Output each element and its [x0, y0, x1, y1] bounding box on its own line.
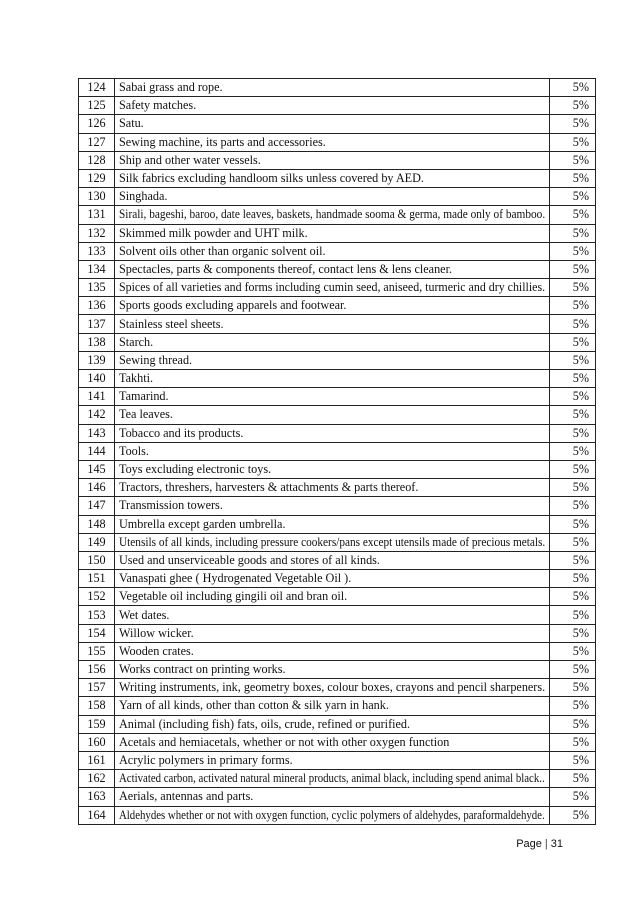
- row-description: Sabai grass and rope.: [119, 80, 223, 95]
- row-description: Aerials, antennas and parts.: [119, 789, 254, 804]
- row-rate: 5%: [550, 115, 596, 133]
- row-number: 157: [79, 679, 115, 697]
- row-description: Vegetable oil including gingili oil and bran oil.: [119, 589, 348, 604]
- row-number: 163: [79, 788, 115, 806]
- row-description: Spices of all varieties and forms including cumin seed, aniseed, turmeric and dry chillies.: [119, 280, 546, 295]
- row-number: 125: [79, 97, 115, 115]
- row-number: 155: [79, 642, 115, 660]
- table-row: [79, 642, 596, 660]
- row-rate: 5%: [550, 424, 596, 442]
- row-description-cell: [115, 751, 550, 769]
- row-description: Takhti.: [119, 371, 154, 386]
- row-rate: 5%: [550, 224, 596, 242]
- row-number: 143: [79, 424, 115, 442]
- row-description-cell: [115, 424, 550, 442]
- row-number: 124: [79, 79, 115, 97]
- items-table: [78, 78, 596, 825]
- row-description-cell: [115, 388, 550, 406]
- table-row: [79, 97, 596, 115]
- row-rate: 5%: [550, 479, 596, 497]
- row-number: 144: [79, 442, 115, 460]
- row-rate: 5%: [550, 624, 596, 642]
- row-description-cell: [115, 133, 550, 151]
- row-description-cell: [115, 479, 550, 497]
- row-description: Transmission towers.: [119, 498, 223, 513]
- row-rate: 5%: [550, 297, 596, 315]
- table-row: [79, 279, 596, 297]
- row-description: Sewing machine, its parts and accessories.: [119, 134, 326, 149]
- table-row: [79, 533, 596, 551]
- row-number: 132: [79, 224, 115, 242]
- row-rate: 5%: [550, 97, 596, 115]
- row-description: Animal (including fish) fats, oils, crude, refined or purified.: [119, 716, 411, 731]
- row-description-cell: [115, 169, 550, 187]
- row-rate: 5%: [550, 388, 596, 406]
- row-description-cell: [115, 788, 550, 806]
- table-row: [79, 479, 596, 497]
- row-number: 145: [79, 460, 115, 478]
- row-description-cell: [115, 715, 550, 733]
- row-description-cell: [115, 224, 550, 242]
- row-description-cell: [115, 97, 550, 115]
- row-description-cell: [115, 242, 550, 260]
- row-description-cell: [115, 206, 550, 224]
- row-rate: 5%: [550, 770, 596, 788]
- table-row: [79, 551, 596, 569]
- table-row: [79, 770, 596, 788]
- row-rate: 5%: [550, 806, 596, 824]
- row-rate: 5%: [550, 242, 596, 260]
- row-rate: 5%: [550, 79, 596, 97]
- row-description-cell: [115, 697, 550, 715]
- table-row: [79, 406, 596, 424]
- row-rate: 5%: [550, 588, 596, 606]
- row-description-cell: [115, 115, 550, 133]
- row-description: Wooden crates.: [119, 643, 194, 658]
- row-description-cell: [115, 315, 550, 333]
- row-rate: 5%: [550, 679, 596, 697]
- row-number: 127: [79, 133, 115, 151]
- table-row: [79, 297, 596, 315]
- table-row: [79, 333, 596, 351]
- row-number: 142: [79, 406, 115, 424]
- row-description: Willow wicker.: [119, 625, 194, 640]
- row-rate: 5%: [550, 133, 596, 151]
- table-row: [79, 751, 596, 769]
- row-description: Utensils of all kinds, including pressure cookers/pans except utensils made of precious metals.: [119, 534, 546, 549]
- row-description: Starch.: [119, 334, 154, 349]
- row-rate: 5%: [550, 551, 596, 569]
- row-number: 160: [79, 733, 115, 751]
- table-row: [79, 242, 596, 260]
- row-description-cell: [115, 570, 550, 588]
- row-rate: 5%: [550, 697, 596, 715]
- row-rate: 5%: [550, 260, 596, 278]
- row-description: Toys excluding electronic toys.: [119, 462, 272, 477]
- row-rate: 5%: [550, 497, 596, 515]
- table-row: [79, 570, 596, 588]
- row-number: 148: [79, 515, 115, 533]
- table-row: [79, 515, 596, 533]
- table-row: [79, 388, 596, 406]
- row-description: Solvent oils other than organic solvent oil.: [119, 243, 326, 258]
- row-number: 164: [79, 806, 115, 824]
- row-description: Sports goods excluding apparels and footwear.: [119, 298, 347, 313]
- row-number: 149: [79, 533, 115, 551]
- row-rate: 5%: [550, 570, 596, 588]
- row-description-cell: [115, 279, 550, 297]
- row-description-cell: [115, 624, 550, 642]
- row-description: Yarn of all kinds, other than cotton & silk yarn in hank.: [119, 698, 389, 713]
- row-rate: 5%: [550, 733, 596, 751]
- row-rate: 5%: [550, 661, 596, 679]
- items-table-body: [79, 79, 596, 825]
- row-rate: 5%: [550, 460, 596, 478]
- row-number: 154: [79, 624, 115, 642]
- row-description: Skimmed milk powder and UHT milk.: [119, 225, 308, 240]
- row-number: 130: [79, 188, 115, 206]
- row-description: Umbrella except garden umbrella.: [119, 516, 286, 531]
- table-row: [79, 151, 596, 169]
- row-description-cell: [115, 151, 550, 169]
- row-description-cell: [115, 442, 550, 460]
- row-rate: 5%: [550, 642, 596, 660]
- table-row: [79, 115, 596, 133]
- row-description: Satu.: [119, 116, 144, 131]
- row-description-cell: [115, 260, 550, 278]
- row-rate: 5%: [550, 206, 596, 224]
- table-row: [79, 715, 596, 733]
- row-rate: 5%: [550, 515, 596, 533]
- row-description: Vanaspati ghee ( Hydrogenated Vegetable Oil ).: [119, 571, 352, 586]
- row-description-cell: [115, 351, 550, 369]
- table-row: [79, 661, 596, 679]
- row-description: Tobacco and its products.: [119, 425, 244, 440]
- row-description: Wet dates.: [119, 607, 170, 622]
- row-description-cell: [115, 770, 550, 788]
- table-row: [79, 624, 596, 642]
- table-row: [79, 442, 596, 460]
- row-description: Tamarind.: [119, 389, 169, 404]
- row-description-cell: [115, 460, 550, 478]
- row-description: Tools.: [119, 443, 149, 458]
- row-rate: 5%: [550, 188, 596, 206]
- row-description-cell: [115, 661, 550, 679]
- row-description-cell: [115, 606, 550, 624]
- row-description: Activated carbon, activated natural mineral products, animal black, including spend animal black..: [119, 771, 545, 786]
- row-number: 162: [79, 770, 115, 788]
- row-number: 141: [79, 388, 115, 406]
- table-row: [79, 79, 596, 97]
- row-number: 131: [79, 206, 115, 224]
- row-description-cell: [115, 406, 550, 424]
- row-rate: 5%: [550, 442, 596, 460]
- row-rate: 5%: [550, 333, 596, 351]
- row-description-cell: [115, 642, 550, 660]
- table-row: [79, 188, 596, 206]
- row-number: 159: [79, 715, 115, 733]
- row-number: 152: [79, 588, 115, 606]
- row-description: Singhada.: [119, 189, 168, 204]
- row-rate: 5%: [550, 751, 596, 769]
- row-rate: 5%: [550, 315, 596, 333]
- row-description-cell: [115, 679, 550, 697]
- row-number: 129: [79, 169, 115, 187]
- row-rate: 5%: [550, 606, 596, 624]
- row-rate: 5%: [550, 715, 596, 733]
- row-rate: 5%: [550, 370, 596, 388]
- row-description-cell: [115, 515, 550, 533]
- page-label: Page: [516, 838, 542, 850]
- row-number: 151: [79, 570, 115, 588]
- row-number: 156: [79, 661, 115, 679]
- row-description: Acrylic polymers in primary forms.: [119, 753, 293, 768]
- table-row: [79, 606, 596, 624]
- row-number: 136: [79, 297, 115, 315]
- table-row: [79, 351, 596, 369]
- row-description: Safety matches.: [119, 98, 197, 113]
- table-row: [79, 224, 596, 242]
- row-description: Stainless steel sheets.: [119, 316, 224, 331]
- row-number: 126: [79, 115, 115, 133]
- row-number: 150: [79, 551, 115, 569]
- row-description-cell: [115, 333, 550, 351]
- row-number: 134: [79, 260, 115, 278]
- row-description-cell: [115, 733, 550, 751]
- row-number: 161: [79, 751, 115, 769]
- row-number: 140: [79, 370, 115, 388]
- row-number: 153: [79, 606, 115, 624]
- row-number: 138: [79, 333, 115, 351]
- table-row: [79, 424, 596, 442]
- row-description: Used and unserviceable goods and stores of all kinds.: [119, 552, 380, 567]
- row-number: 128: [79, 151, 115, 169]
- table-row: [79, 260, 596, 278]
- row-description-cell: [115, 297, 550, 315]
- row-description-cell: [115, 188, 550, 206]
- row-number: 137: [79, 315, 115, 333]
- page-separator: |: [544, 838, 548, 850]
- table-row: [79, 806, 596, 824]
- row-number: 139: [79, 351, 115, 369]
- row-description: Acetals and hemiacetals, whether or not with other oxygen function: [119, 734, 450, 749]
- row-rate: 5%: [550, 279, 596, 297]
- row-number: 147: [79, 497, 115, 515]
- row-rate: 5%: [550, 788, 596, 806]
- row-description: Writing instruments, ink, geometry boxes, colour boxes, crayons and pencil sharpeners.: [119, 680, 546, 695]
- table-row: [79, 460, 596, 478]
- table-row: [79, 588, 596, 606]
- table-row: [79, 733, 596, 751]
- row-number: 135: [79, 279, 115, 297]
- row-description: Spectacles, parts & components thereof, contact lens & lens cleaner.: [119, 261, 453, 276]
- row-description-cell: [115, 79, 550, 97]
- table-row: [79, 497, 596, 515]
- table-row: [79, 697, 596, 715]
- row-description: Tractors, threshers, harvesters & attachments & parts thereof.: [119, 480, 419, 495]
- row-description-cell: [115, 551, 550, 569]
- table-row: [79, 679, 596, 697]
- table-row: [79, 133, 596, 151]
- row-description-cell: [115, 806, 550, 824]
- row-number: 133: [79, 242, 115, 260]
- row-description: Sewing thread.: [119, 352, 193, 367]
- row-description: Sirali, bageshi, baroo, date leaves, baskets, handmade sooma & germa, made only of bamboo.: [119, 207, 546, 222]
- row-description: Aldehydes whether or not with oxygen function, cyclic polymers of aldehydes, paraformaldehyde.: [119, 807, 545, 822]
- row-rate: 5%: [550, 533, 596, 551]
- row-rate: 5%: [550, 406, 596, 424]
- row-number: 146: [79, 479, 115, 497]
- row-description: Works contract on printing works.: [119, 662, 286, 677]
- row-rate: 5%: [550, 169, 596, 187]
- row-description-cell: [115, 497, 550, 515]
- table-row: [79, 315, 596, 333]
- row-description: Silk fabrics excluding handloom silks unless covered by AED.: [119, 171, 424, 186]
- table-row: [79, 169, 596, 187]
- row-description-cell: [115, 588, 550, 606]
- row-description-cell: [115, 370, 550, 388]
- table-row: [79, 370, 596, 388]
- row-description-cell: [115, 533, 550, 551]
- table-row: [79, 206, 596, 224]
- row-number: 158: [79, 697, 115, 715]
- table-row: [79, 788, 596, 806]
- row-rate: 5%: [550, 151, 596, 169]
- row-description: Tea leaves.: [119, 407, 173, 422]
- page-number: 31: [550, 838, 563, 850]
- page-footer: [0, 838, 563, 850]
- row-description: Ship and other water vessels.: [119, 152, 261, 167]
- row-rate: 5%: [550, 351, 596, 369]
